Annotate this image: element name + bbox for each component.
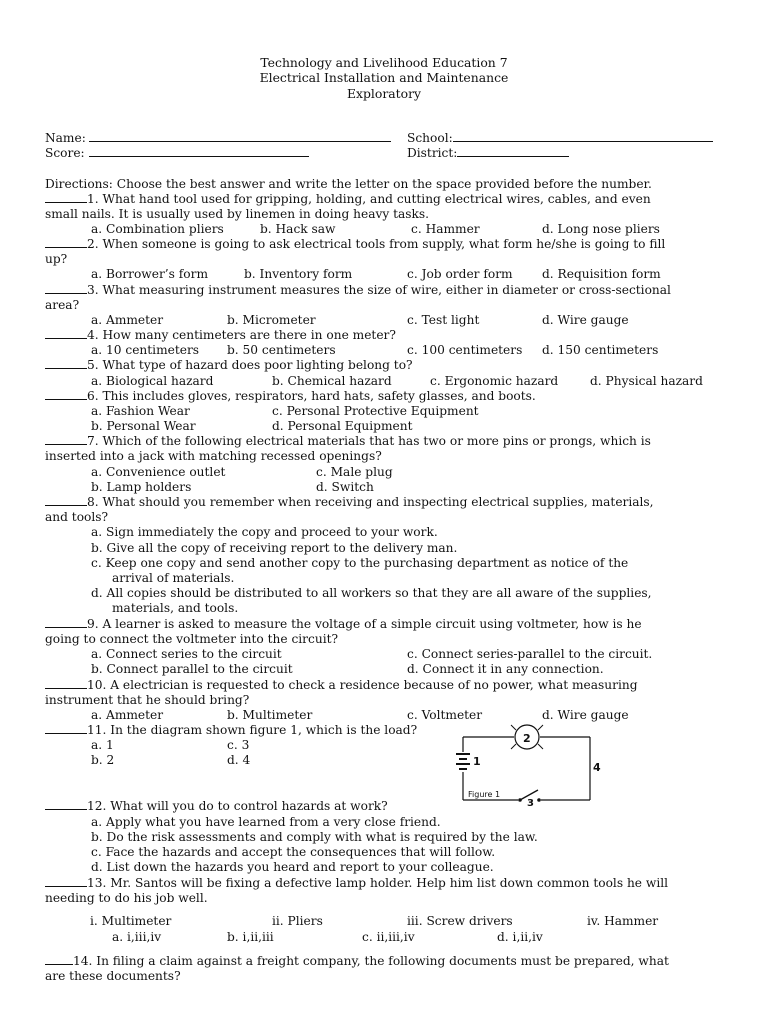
q7-option-b: b. Lamp holders (91, 480, 192, 494)
question-12: 12. What will you do to control hazards at work? (45, 799, 388, 813)
answer-blank (45, 237, 87, 248)
battery-icon (456, 754, 470, 769)
name-blank (89, 131, 391, 142)
question-9-cont: going to connect the voltmeter into the circuit? (45, 632, 339, 646)
question-4: 4. How many centimeters are there in one meter? (45, 328, 396, 342)
q13-item-iv: iv. Hammer (587, 914, 659, 928)
question-10: 10. A electrician is requested to check a residence because of no power, what measuring (45, 678, 638, 692)
answer-blank (45, 328, 87, 339)
q5-option-d: d. Physical hazard (590, 374, 703, 388)
question-2: 2. When someone is going to ask electrical tools from supply, what form he/she is going to fill (45, 237, 665, 251)
question-10-cont: instrument that he should bring? (45, 693, 250, 707)
q10-option-b: b. Multimeter (227, 708, 313, 722)
district-blank (457, 146, 569, 157)
q8-option-d-cont: materials, and tools. (112, 601, 239, 615)
q6-option-c: c. Personal Protective Equipment (272, 404, 479, 418)
q9-option-b: b. Connect parallel to the circuit (91, 662, 293, 676)
q3-option-c: c. Test light (407, 313, 480, 327)
question-13: 13. Mr. Santos will be fixing a defective lamp holder. Help him list down common tools he will (45, 876, 668, 890)
q5-option-a: a. Biological hazard (91, 374, 214, 388)
answer-blank (45, 434, 87, 445)
question-7-cont: inserted into a jack with matching recessed openings? (45, 449, 382, 463)
q13-option-a: a. i,iii,iv (112, 930, 162, 944)
q1-option-d: d. Long nose pliers (542, 222, 660, 236)
question-6: 6. This includes gloves, respirators, hard hats, safety glasses, and boots. (45, 389, 536, 403)
q13-option-b: b. i,ii,iii (227, 930, 274, 944)
district-field: District: (407, 146, 569, 160)
question-9: 9. A learner is asked to measure the voltage of a simple circuit using voltmeter, how is he (45, 617, 642, 631)
question-14-cont: are these documents? (45, 969, 181, 983)
score-field: Score: (45, 146, 309, 160)
figure-caption: Figure 1 (468, 790, 501, 799)
q10-option-a: a. Ammeter (91, 708, 164, 722)
q6-option-a: a. Fashion Wear (91, 404, 190, 418)
q8-option-a: a. Sign immediately the copy and proceed to your work. (91, 525, 438, 539)
question-1: 1. What hand tool used for gripping, holding, and cutting electrical wires, cables, and even (45, 192, 651, 206)
q12-option-b: b. Do the risk assessments and comply with what is required by the law. (91, 830, 538, 844)
question-11: 11. In the diagram shown figure 1, which is the load? (45, 723, 417, 737)
question-1-cont: small nails. It is usually used by linemen in doing heavy tasks. (45, 207, 430, 221)
q4-option-a: a. 10 centimeters (91, 343, 200, 357)
q3-option-a: a. Ammeter (91, 313, 164, 327)
q9-option-c: c. Connect series-parallel to the circuit. (407, 647, 653, 661)
question-7: 7. Which of the following electrical materials that has two or more pins or prongs, which is (45, 434, 651, 448)
name-field: Name: (45, 131, 391, 145)
figure-label-1: 1 (473, 755, 481, 768)
answer-blank (45, 495, 87, 506)
q1-option-b: b. Hack saw (260, 222, 336, 236)
q8-option-c-cont: arrival of materials. (112, 571, 235, 585)
q1-option-a: a. Combination pliers (91, 222, 224, 236)
school-field: School: (407, 131, 713, 145)
answer-blank (45, 954, 73, 965)
q3-option-d: d. Wire gauge (542, 313, 629, 327)
q10-option-d: d. Wire gauge (542, 708, 629, 722)
q11-option-a: a. 1 (91, 738, 114, 752)
question-3: 3. What measuring instrument measures the size of wire, either in diameter or cross-sectional (45, 283, 671, 297)
answer-blank (45, 617, 87, 628)
q7-option-d: d. Switch (316, 480, 374, 494)
question-5: 5. What type of hazard does poor lighting belong to? (45, 358, 413, 372)
q7-option-c: c. Male plug (316, 465, 393, 479)
question-13-cont: needing to do his job well. (45, 891, 208, 905)
q11-option-c: c. 3 (227, 738, 250, 752)
course-title: Electrical Installation and Maintenance (259, 70, 509, 85)
score-blank (89, 146, 309, 157)
q6-option-b: b. Personal Wear (91, 419, 196, 433)
q4-option-c: c. 100 centimeters (407, 343, 523, 357)
figure-1-circuit (448, 722, 608, 808)
q10-option-c: c. Voltmeter (407, 708, 483, 722)
q13-item-iii: iii. Screw drivers (407, 914, 513, 928)
q11-option-b: b. 2 (91, 753, 115, 767)
q12-option-a: a. Apply what you have learned from a very close friend. (91, 815, 441, 829)
q12-option-d: d. List down the hazards you heard and report to your colleague. (91, 860, 494, 874)
q13-option-d: d. i,ii,iv (497, 930, 543, 944)
q8-option-c: c. Keep one copy and send another copy to the purchasing department as notice of the (91, 556, 629, 570)
q2-option-a: a. Borrower’s form (91, 267, 209, 281)
directions: Directions: Choose the best answer and write the letter on the space provided before the number. (45, 177, 652, 191)
question-3-cont: area? (45, 298, 80, 312)
q6-option-d: d. Personal Equipment (272, 419, 413, 433)
q2-option-d: d. Requisition form (542, 267, 661, 281)
answer-blank (45, 799, 87, 810)
figure-label-4: 4 (593, 761, 601, 774)
answer-blank (45, 283, 87, 294)
q7-option-a: a. Convenience outlet (91, 465, 226, 479)
answer-blank (45, 876, 87, 887)
q5-option-b: b. Chemical hazard (272, 374, 392, 388)
q2-option-c: c. Job order form (407, 267, 513, 281)
q11-option-d: d. 4 (227, 753, 251, 767)
q8-option-d: d. All copies should be distributed to all workers so that they are all aware of the supplies, (91, 586, 652, 600)
answer-blank (45, 389, 87, 400)
question-14: 14. In filing a claim against a freight company, the following documents must be prepared, what (45, 954, 669, 968)
answer-blank (45, 678, 87, 689)
figure-label-3: 3 (527, 798, 534, 808)
school-blank (453, 131, 713, 142)
question-8-cont: and tools? (45, 510, 109, 524)
subject-title: Technology and Livelihood Education 7 (260, 55, 508, 70)
q3-option-b: b. Micrometer (227, 313, 316, 327)
q2-option-b: b. Inventory form (244, 267, 353, 281)
answer-blank (45, 192, 87, 203)
q1-option-c: c. Hammer (411, 222, 480, 236)
question-2-cont: up? (45, 252, 68, 266)
q13-option-c: c. ii,iii,iv (362, 930, 415, 944)
answer-blank (45, 358, 87, 369)
q12-option-c: c. Face the hazards and accept the consequences that will follow. (91, 845, 496, 859)
figure-label-2: 2 (523, 732, 531, 745)
q9-option-d: d. Connect it in any connection. (407, 662, 604, 676)
q4-option-d: d. 150 centimeters (542, 343, 659, 357)
answer-blank (45, 723, 87, 734)
exam-type: Exploratory (346, 86, 422, 101)
q4-option-b: b. 50 centimeters (227, 343, 336, 357)
q8-option-b: b. Give all the copy of receiving report to the delivery man. (91, 541, 458, 555)
q5-option-c: c. Ergonomic hazard (430, 374, 559, 388)
question-8: 8. What should you remember when receiving and inspecting electrical supplies, materials, (45, 495, 654, 509)
q13-item-ii: ii. Pliers (272, 914, 323, 928)
q13-item-i: i. Multimeter (90, 914, 172, 928)
q9-option-a: a. Connect series to the circuit (91, 647, 282, 661)
